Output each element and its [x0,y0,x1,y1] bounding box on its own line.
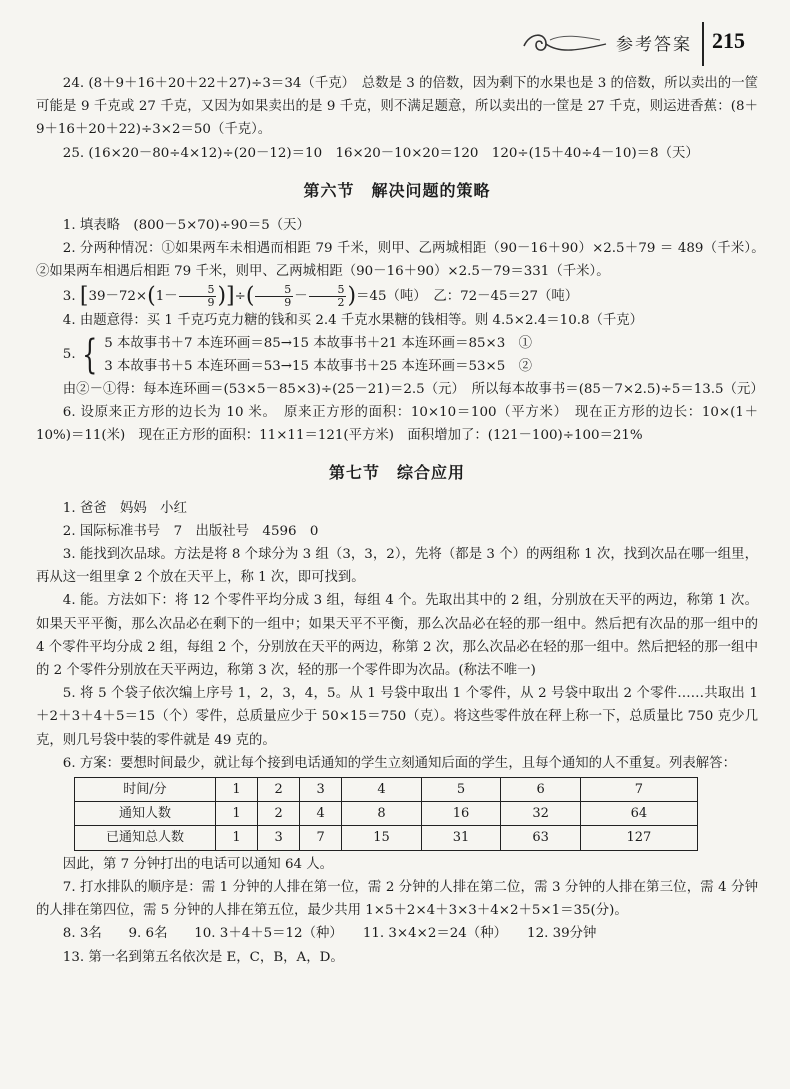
table-cell: 7 [300,826,342,850]
table-cell: 64 [580,802,697,826]
s7-answer-5: 5. 将 5 个袋子依次编上序号 1，2，3，4，5。从 1 号袋中取出 1 个零件，从 2 号袋中取出 2 个零件……共取出 1＋2＋3＋4＋5＝15（个）零件，总质量应少于 50×15＝750（克）。将这些零件放在秤上称一下，总质量比 750 克少几克，则几号袋中装的零件就是 49 克的。 [36,686,758,748]
fraction: $\frac{5}{9}$ [255,284,293,309]
table-cell: 5 [421,778,501,802]
section-7-title: 第七节 综合应用 [328,463,465,483]
table-cell: 已通知总人数 [75,826,216,850]
table-cell: 6 [501,778,581,802]
table-cell: 时间/分 [75,778,216,802]
s6-answer-5-system: 5. { 5 本故事书＋7 本连环画＝85→15 本故事书＋21 本连环画＝85×3 ① 3 本故事书＋5 本连环画＝53→15 本故事书＋25 本连环画＝53×5 ② [62,331,533,378]
s7-answer-3: 3. 能找到次品球。方法是将 8 个球分为 3 组（3，3，2），先将（都是 3 个）的两组称 1 次，找到次品在哪一组里，再从这一组里拿 2 个放在天平上，称 1 次，即可找到。 [36,547,758,586]
table-row [75,826,698,850]
header-title: 参考答案 [616,35,692,55]
table-cell: 4 [342,778,422,802]
s7-answer-1: 1. 爸爸 妈妈 小红 [62,500,187,516]
s7-answer-13: 13. 第一名到第五名依次是 E，C，B，A，D。 [62,949,344,965]
equation-1: 5 本故事书＋7 本连环画＝85→15 本故事书＋21 本连环画＝85×3 ① [104,335,533,351]
table-cell: 通知人数 [75,802,216,826]
s7-answer-6: 6. 方案：要想时间最少，就让每个接到电话通知的学生立刻通知后面的学生，且每个通知的人不重复。列表解答： [62,755,736,771]
s6-answer-6: 6. 设原来正方形的边长为 10 米。 原来正方形的面积：10×10＝100（平方米） 现在正方形的边长：10×(1＋10%)＝11(米) 现在正方形的面积：11×11＝121(平方米) 面积增加了：(121－100)÷100＝21% [36,405,758,444]
page-content [36,72,772,969]
s7-answers-8-12: 8. 3名 9. 6名 10. 3＋4＋5＝12（种） 11. 3×4×2＝24（种） 12. 39分钟 [62,926,597,942]
table-row [75,778,698,802]
answer-24: 24. (8＋9＋16＋20＋22＋27)÷3＝34（千克） 总数是 3 的倍数，因为剩下的水果也是 3 的倍数，所以卖出的一筐可能是 9 千克或 27 千克，又因为如果卖出的是 9 千克，则不满足题意，所以卖出的一筐是 27 千克，则运进香蕉：(8＋9＋16＋20＋22)÷3×2＝50（千克）。 [36,76,758,138]
table-cell: 4 [300,802,342,826]
swirl-ornament-icon [520,28,610,58]
table-cell: 1 [216,802,258,826]
s7-answer-4: 4. 能。方法如下：将 12 个零件平均分成 3 组，每组 4 个。先取出其中的 2 组，分别放在天平的两边，称第 1 次。如果天平平衡，那么次品必在剩下的一组中；如果天平不平衡，那么次品必在轻的那一组中。然后把有次品的那一组中的 4 个零件平均分成 2 组，每组 2 个，分别放在天平的两边，称第 2 次，那么次品必在轻的那一组中。然后把轻的那一组中的 2 个零件分别放在天平两边，称第 3 次，轻的那一个零件即为次品。(称法不唯一) [36,593,758,679]
table-cell: 1 [216,778,258,802]
s7-answer-6-conclusion: 因此，第 7 分钟打出的电话可以通知 64 人。 [62,856,334,872]
fraction: $\frac{5}{2}$ [309,284,347,309]
s6-answer-2: 2. 分两种情况：①如果两车未相遇而相距 79 千米，则甲、乙两城相距（90－16＋90）×2.5＋79 ＝ 489（千米）。 ②如果两车相遇后相距 79 千米，则甲、乙两城相距（90－16＋90）×2.5－79＝331（千米）。 [36,241,772,280]
table-cell: 3 [258,826,300,850]
s6-answer-3: 3. [39－72×(1－ $\frac{5}{9}$ )]÷( $\frac{5}{9}$ － $\frac{5}{2}$ )＝45（吨） 乙：72－45＝27（吨） [62,282,579,309]
s6-answer-4: 4. 由题意得：买 1 千克巧克力糖的钱和买 2.4 千克水果糖的钱相等。则 4.5×2.4＝10.8（千克） [62,312,644,328]
table-cell: 2 [258,802,300,826]
table-cell: 31 [421,826,501,850]
table-cell: 15 [342,826,422,850]
s7-answer-2: 2. 国际标准书号 7 出版社号 4596 0 [62,523,319,539]
s6-answer-5-solution: 由②－①得：每本连环画＝(53×5－85×3)÷(25－21)＝2.5（元） 所以每本故事书＝(85－7×2.5)÷5＝13.5（元） [62,381,764,397]
fraction: $\frac{5}{9}$ [179,284,217,309]
table-cell: 2 [258,778,300,802]
section-6-title: 第六节 解决问题的策略 [303,180,491,200]
table-cell: 3 [300,778,342,802]
page-header [520,22,770,62]
table-cell: 127 [580,826,697,850]
header-divider [702,22,704,66]
table-cell: 16 [421,802,501,826]
table-cell: 1 [216,826,258,850]
answer-25: 25. (16×20－80÷4×12)÷(20－12)＝10 16×20－10×20＝120 120÷(15＋40÷4－10)＝8（天） [62,145,699,161]
s7-answer-7: 7. 打水排队的顺序是：需 1 分钟的人排在第一位，需 2 分钟的人排在第二位，需 3 分钟的人排在第三位，需 4 分钟的人排在第四位，需 5 分钟的人排在第五位，最少共用 1×5＋2×4＋3×3＋4×2＋5×1＝35(分)。 [36,879,758,919]
page-number: 215 [712,28,745,53]
s6-answer-1: 1. 填表略 (800－5×70)÷90＝5（天） [62,218,310,234]
table-cell: 63 [501,826,581,850]
table-row [75,802,698,826]
table-cell: 7 [580,778,697,802]
table-cell: 8 [342,802,422,826]
equation-2: 3 本故事书＋5 本连环画＝53→15 本故事书＋25 本连环画＝53×5 ② [104,358,533,374]
table-cell: 32 [501,802,581,826]
brace-symbol: { [81,331,98,378]
notification-table [74,777,698,851]
